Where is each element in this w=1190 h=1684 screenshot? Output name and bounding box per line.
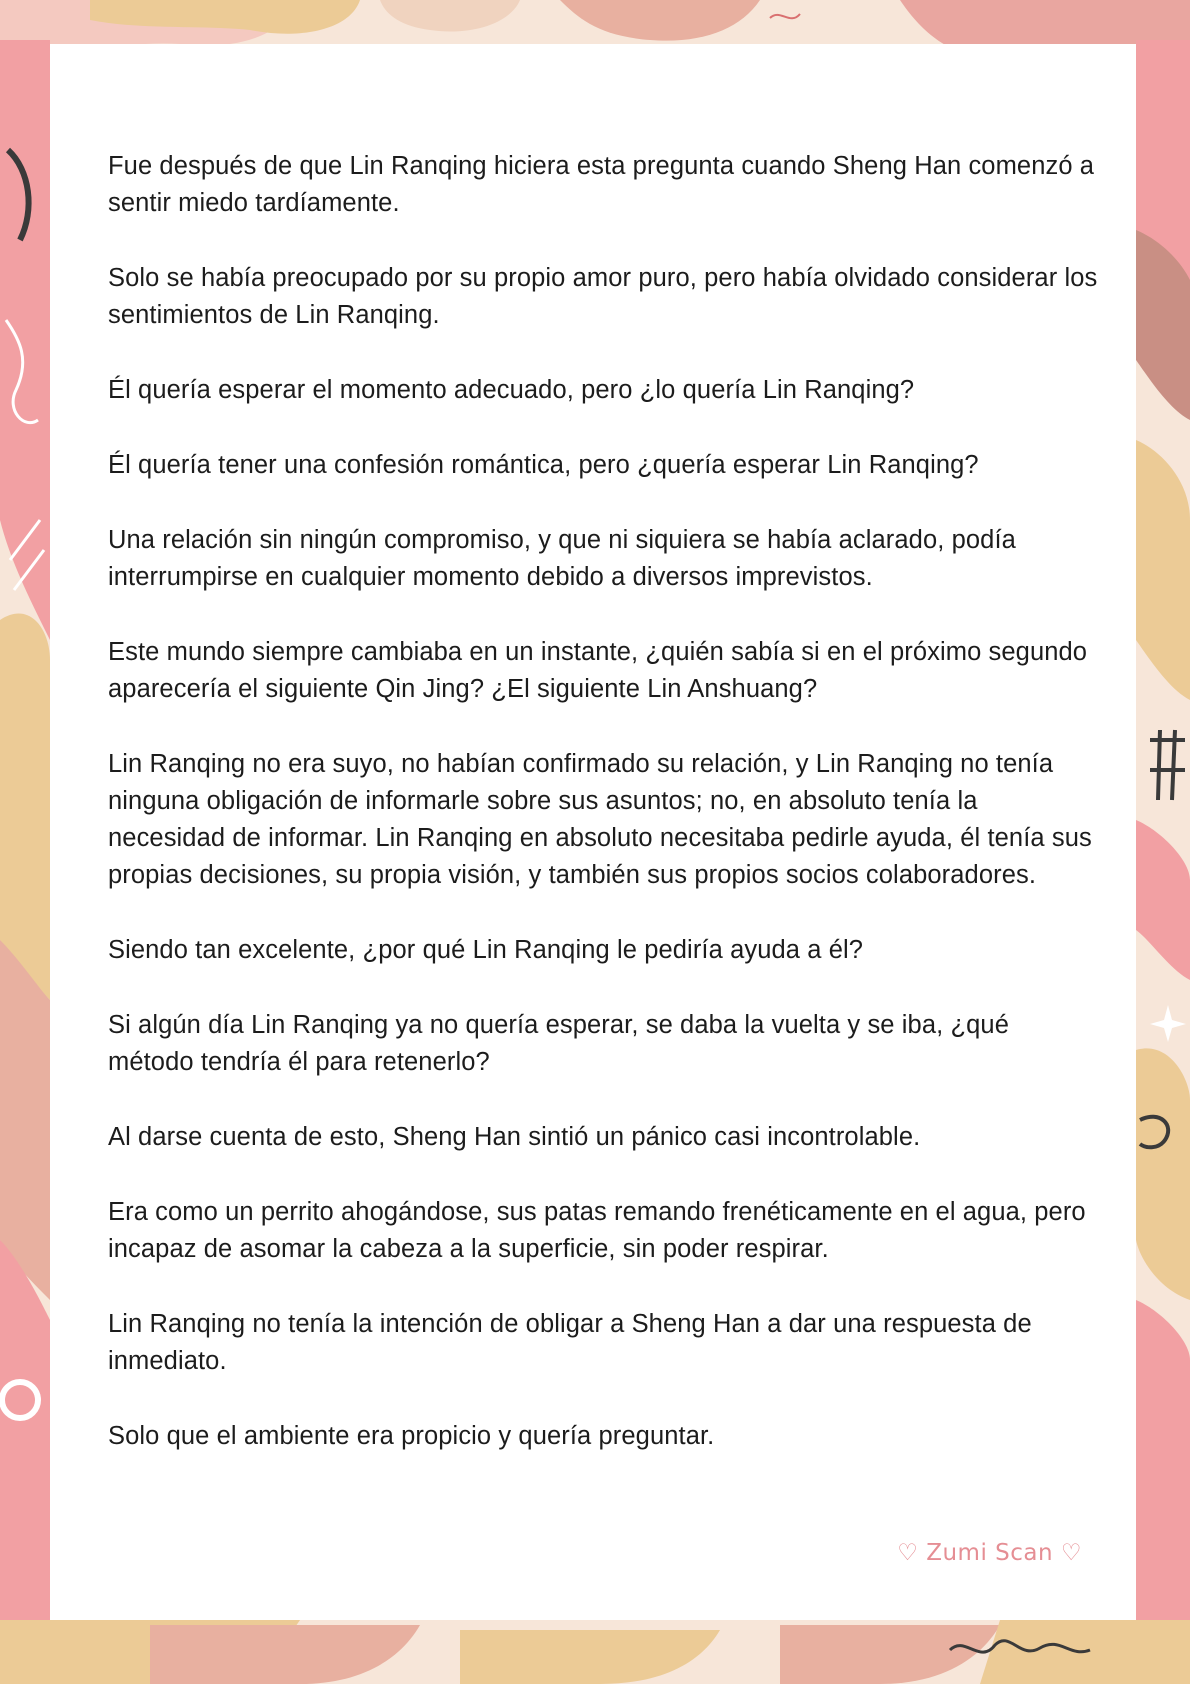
- paragraph: Solo que el ambiente era propicio y quería preguntar.: [108, 1422, 715, 1450]
- paragraph: Solo se había preocupado por su propio amor puro, pero había olvidado considerar los sentimientos de Lin Ranqing.: [108, 264, 1098, 329]
- paragraph: Siendo tan excelente, ¿por qué Lin Ranqing le pediría ayuda a él?: [108, 936, 864, 964]
- paragraph: Lin Ranqing no era suyo, no habían confirmado su relación, y Lin Ranqing no tenía ninguna obligación de informarle sobre sus asuntos; no, en absoluto tenía la necesidad de informar. Lin Ranqing en absoluto necesitaba pedirle ayuda, él tenía sus propias decisiones, su propia visión, y también sus propios socios colaboradores.: [108, 750, 1092, 889]
- paragraph: Lin Ranqing no tenía la intención de obligar a Sheng Han a dar una respuesta de inmediato.: [108, 1310, 1032, 1375]
- paragraph: Él quería tener una confesión romántica, pero ¿quería esperar Lin Ranqing?: [108, 451, 979, 479]
- paragraph: Este mundo siempre cambiaba en un instante, ¿quién sabía si en el próximo segundo aparecería el siguiente Qin Jing? ¿El siguiente Lin Anshuang?: [108, 638, 1088, 703]
- paragraph: Una relación sin ningún compromiso, y que ni siquiera se había aclarado, podía interrumpirse en cualquier momento debido a diversos imprevistos.: [108, 526, 1016, 591]
- scanlation-credit: ♡ Zumi Scan ♡: [897, 1540, 1082, 1566]
- paragraph: Al darse cuenta de esto, Sheng Han sintió un pánico casi incontrolable.: [108, 1123, 921, 1151]
- paragraph: Era como un perrito ahogándose, sus patas remando frenéticamente en el agua, pero incapaz de asomar la cabeza a la superficie, sin poder respirar.: [108, 1198, 1086, 1263]
- paragraph: Si algún día Lin Ranqing ya no quería esperar, se daba la vuelta y se iba, ¿qué método tendría él para retenerlo?: [108, 1011, 1009, 1076]
- chapter-text: [108, 148, 1098, 1493]
- page-sheet: [50, 44, 1136, 1620]
- paragraph: Él quería esperar el momento adecuado, pero ¿lo quería Lin Ranqing?: [108, 376, 915, 404]
- paragraph: Fue después de que Lin Ranqing hiciera esta pregunta cuando Sheng Han comenzó a sentir miedo tardíamente.: [108, 152, 1095, 217]
